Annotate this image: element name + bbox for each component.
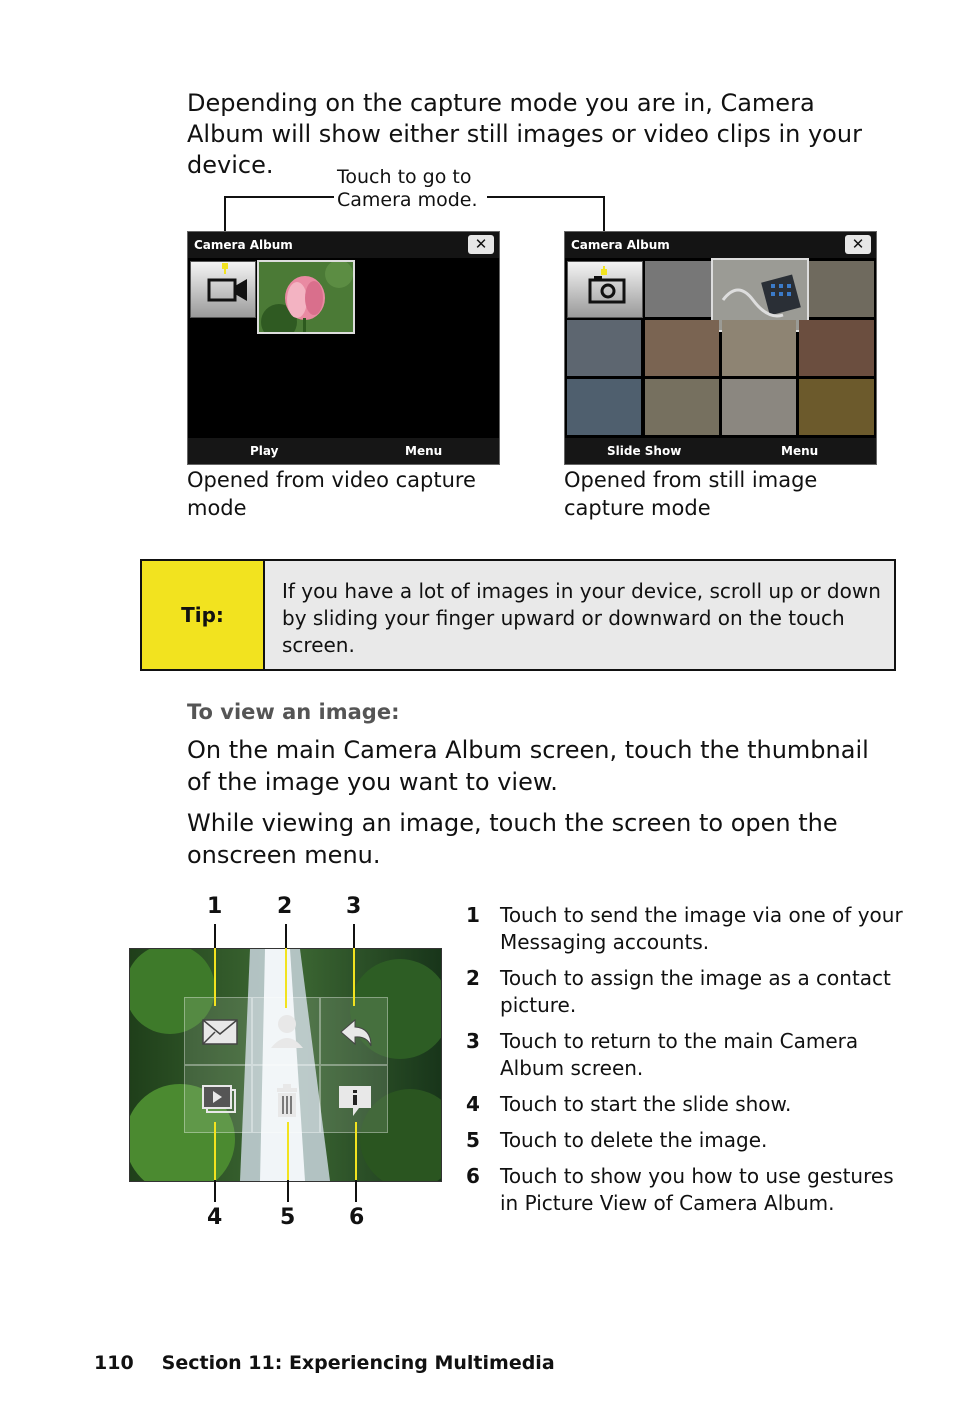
video-album-screenshot: [187, 231, 500, 465]
diagram-number-2: 2: [277, 894, 293, 919]
envelope-icon: [185, 998, 253, 1066]
menu-steps-list: [466, 902, 906, 1226]
callout-line-right-h: [487, 196, 605, 198]
slide-show-button[interactable]: [184, 1065, 252, 1133]
video-thumbnail[interactable]: [257, 260, 355, 334]
callout-line-left-h: [224, 196, 334, 198]
connector-6-outer: [355, 1180, 357, 1202]
step-text: Touch to show you how to use gestures in Picture View of Camera Album.: [500, 1164, 894, 1215]
contact-icon: [253, 998, 321, 1066]
callout-yellow-left: [224, 266, 226, 274]
step-text: Touch to start the slide show.: [500, 1092, 792, 1116]
screen-title: Camera Album: [565, 232, 876, 258]
page-footer: [94, 1352, 555, 1374]
delete-image-button[interactable]: [252, 1065, 320, 1133]
step-number: 3: [466, 1029, 480, 1053]
callout-line-2: Camera mode.: [337, 189, 478, 211]
photo-thumbnail[interactable]: [645, 379, 719, 435]
return-button[interactable]: [320, 997, 388, 1065]
diagram-number-1: 1: [207, 894, 223, 919]
connector-2-inner: [285, 948, 287, 1008]
step-text: Touch to return to the main Camera Album screen.: [500, 1029, 859, 1080]
step-number: 2: [466, 966, 480, 990]
still-album-screenshot: [564, 231, 877, 465]
connector-6-inner: [355, 1122, 357, 1180]
callout-line-1: Touch to go to: [337, 166, 472, 188]
back-arrow-icon: [321, 998, 389, 1066]
menu-softkey[interactable]: Menu: [405, 444, 443, 458]
diagram-number-3: 3: [346, 894, 362, 919]
soft-key-bar: [565, 438, 876, 464]
caption-still-mode: Opened from still image capture mode: [564, 468, 818, 520]
photo-thumbnail[interactable]: [645, 320, 719, 376]
tip-box: [140, 559, 896, 671]
photo-thumbnail[interactable]: [567, 320, 641, 376]
photo-thumbnail[interactable]: [722, 379, 796, 435]
slideshow-icon: [185, 1066, 253, 1134]
list-item: [466, 902, 906, 956]
diagram-number-6: 6: [349, 1205, 365, 1230]
connector-2-outer: [285, 924, 287, 948]
diagram-number-4: 4: [207, 1205, 223, 1230]
close-icon[interactable]: ✕: [845, 235, 871, 254]
lotus-flower-image: [259, 262, 353, 332]
connector-1-inner: [214, 948, 216, 1006]
video-camera-icon: [191, 262, 255, 317]
connector-3-inner: [353, 948, 355, 1006]
step-number: 5: [466, 1128, 480, 1152]
connector-5-inner: [287, 1122, 289, 1180]
diagram-number-5: 5: [280, 1205, 296, 1230]
callout-yellow-right: [603, 266, 605, 272]
list-item: [466, 965, 906, 1019]
page-number: 110: [94, 1352, 134, 1374]
list-item: [466, 1127, 906, 1154]
tip-text: If you have a lot of images in your device, scroll up or down by sliding your finger upward or downward on the touch screen.: [282, 579, 881, 657]
list-item: [466, 1163, 906, 1217]
step-number: 1: [466, 903, 480, 927]
list-item: [466, 1028, 906, 1082]
paragraph-onscreen-menu: While viewing an image, touch the screen to open the onscreen menu.: [187, 809, 838, 869]
video-camera-mode-button[interactable]: [190, 261, 256, 318]
intro-paragraph: Depending on the capture mode you are in, Camera Album will show either still images or video clips in your device.: [187, 89, 862, 179]
step-number: 4: [466, 1092, 480, 1116]
step-text: Touch to assign the image as a contact picture.: [500, 966, 891, 1017]
view-image-heading: To view an image:: [187, 700, 400, 724]
section-title: Section 11: Experiencing Multimedia: [161, 1352, 555, 1374]
connector-4-inner: [214, 1122, 216, 1180]
connector-3-outer: [353, 924, 355, 948]
photo-thumbnail[interactable]: [567, 379, 641, 435]
photo-thumbnail[interactable]: [809, 261, 874, 317]
connector-5-outer: [287, 1180, 289, 1202]
play-softkey[interactable]: Play: [250, 444, 279, 458]
paragraph-main-screen: On the main Camera Album screen, touch the thumbnail of the image you want to view.: [187, 736, 869, 796]
caption-video-mode: Opened from video capture mode: [187, 468, 476, 520]
close-icon[interactable]: ✕: [468, 235, 494, 254]
photo-thumbnail[interactable]: [799, 320, 874, 376]
photo-thumbnail[interactable]: [645, 261, 719, 317]
soft-key-bar: [188, 438, 499, 464]
step-number: 6: [466, 1164, 480, 1188]
menu-softkey[interactable]: Menu: [781, 444, 819, 458]
camera-mode-callout: [337, 166, 517, 212]
step-text: Touch to delete the image.: [500, 1128, 768, 1152]
slide-show-softkey[interactable]: Slide Show: [607, 444, 682, 458]
connector-1-outer: [214, 924, 216, 948]
screen-title: Camera Album: [188, 232, 499, 258]
photo-thumbnail[interactable]: [722, 320, 796, 376]
photo-thumbnail[interactable]: [799, 379, 874, 435]
send-image-button[interactable]: [184, 997, 252, 1065]
tip-label: Tip:: [142, 561, 265, 669]
step-text: Touch to send the image via one of your Messaging accounts.: [500, 903, 903, 954]
list-item: [466, 1091, 906, 1118]
gesture-help-button[interactable]: [320, 1065, 388, 1133]
connector-4-outer: [214, 1180, 216, 1202]
